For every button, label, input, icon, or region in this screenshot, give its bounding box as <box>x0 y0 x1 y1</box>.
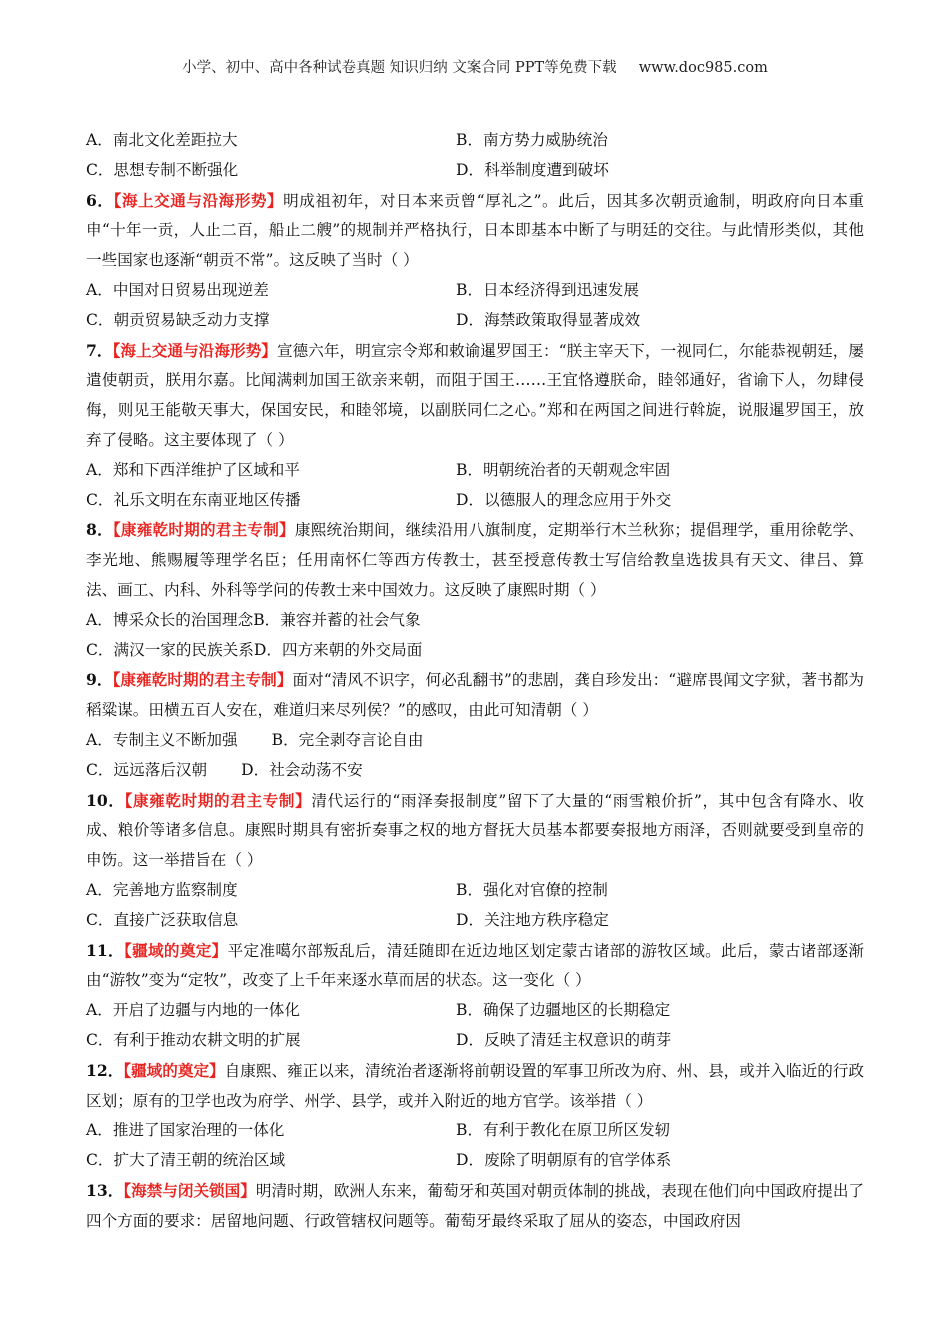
option-row <box>86 906 864 936</box>
answer-option: C．满汉一家的民族关系 <box>86 640 254 659</box>
question-list <box>86 186 864 1237</box>
answer-option: C．朝贡贸易缺乏动力支撑 <box>86 310 270 329</box>
header-text: 小学、初中、高中各种试卷真题 知识归纳 文案合同 PPT等免费下载 <box>182 60 617 76</box>
question-number: 8． <box>86 520 113 540</box>
answer-option: B．日本经济得到迅速发展 <box>456 280 639 299</box>
question-text: 明成祖初年，对日本来贡曾“厚礼之”。此后，因其多次朝贡逾制，明政府向日本重申“十年一贡，人止二百，船止二艘”的规制并严格执行，日本即基本中断了与明廷的交往。与此情形类似，其他一些国家也逐渐“朝贡不常”。这反映了当时（ ） <box>86 191 864 270</box>
question-number: 9． <box>86 670 113 690</box>
page-header <box>0 56 950 77</box>
answer-option: C．扩大了清王朝的统治区域 <box>86 1151 286 1170</box>
answer-option: A．完善地方监察制度 <box>86 880 238 899</box>
question-text: 明清时期，欧洲人东来，葡萄牙和英国对朝贡体制的挑战，表现在他们向中国政府提出了四个方面的要求：居留地问题、行政管辖权问题等。葡萄牙最终采取了屈从的姿态，中国政府因 <box>86 1181 865 1230</box>
question-stem <box>86 936 864 997</box>
question-number: 11． <box>86 940 124 960</box>
question-block <box>86 936 864 1056</box>
option-row <box>86 636 864 666</box>
question-text: 康熙统治期间，继续沿用八旗制度，定期举行木兰秋狝；提倡理学，重用徐乾学、李光地、熊赐履等理学名臣；任用南怀仁等西方传教士，甚至授意传教士写信给教皇选拔具有天文、律吕、算法、画工、内科、外科等学问的传教士来中国效力。这反映了康熙时期（ ） <box>86 521 864 599</box>
option-row <box>86 126 864 156</box>
question-block <box>86 336 864 516</box>
question-stem <box>86 1056 864 1117</box>
answer-option: D．废除了明朝原有的官学体系 <box>456 1151 672 1170</box>
question-number: 7． <box>86 340 113 360</box>
answer-option: D．反映了清廷主权意识的萌芽 <box>456 1030 672 1049</box>
question-number: 12． <box>86 1060 124 1080</box>
question-topic-tag: 【康雍乾时期的君主专制】 <box>112 520 295 540</box>
option-row <box>86 876 864 906</box>
answer-option: D．科举制度遭到破坏 <box>456 160 609 179</box>
question-block <box>86 786 864 936</box>
question-block <box>86 1176 864 1237</box>
question-topic-tag: 【疆域的奠定】 <box>123 940 228 960</box>
answer-option: B．明朝统治者的天朝观念牢固 <box>456 460 671 479</box>
answer-option: C．礼乐文明在东南亚地区传播 <box>86 490 301 509</box>
option-row <box>86 1026 864 1056</box>
question-stem <box>86 1176 864 1237</box>
question-stem <box>86 665 864 726</box>
question-text: 自康熙、雍正以来，清统治者逐渐将前朝设置的军事卫所改为府、州、县，或并入临近的行政区划；原有的卫学也改为府学、州学、县学，或并入附近的地方官学。该举措（ ） <box>86 1061 865 1110</box>
question-block <box>86 665 864 785</box>
option-row <box>86 996 864 1026</box>
option-row <box>86 156 864 186</box>
answer-option: A．推进了国家治理的一体化 <box>86 1121 285 1140</box>
answer-option: B．南方势力威胁统治 <box>456 131 608 149</box>
option-row <box>86 726 864 756</box>
option-row <box>86 306 864 336</box>
answer-option: B．确保了边疆地区的长期稳定 <box>456 1001 671 1020</box>
continued-options <box>86 126 864 186</box>
answer-option: C．有利于推动农耕文明的扩展 <box>86 1030 301 1049</box>
answer-option: D．海禁政策取得显著成效 <box>456 310 641 329</box>
question-block <box>86 515 864 665</box>
answer-option: D．社会动荡不安 <box>241 760 363 779</box>
answer-option: C．思想专制不断强化 <box>86 160 239 179</box>
answer-option: B．兼容并蓄的社会气象 <box>253 610 421 629</box>
question-topic-tag: 【康雍乾时期的君主专制】 <box>124 790 312 810</box>
answer-option: A．南北文化差距拉大 <box>86 131 238 149</box>
question-text: 面对“清风不识字，何必乱翻书”的悲剧，龚自珍发出：“避席畏闻文字狱，著书都为稻粱谋。田横五百人安在，难道归来尽列侯？”的感叹，由此可知清朝（ ） <box>86 671 864 720</box>
answer-option: C．直接广泛获取信息 <box>86 910 239 929</box>
answer-option: B．完全剥夺言论自由 <box>271 730 424 749</box>
option-row <box>86 606 864 636</box>
option-row <box>86 486 864 516</box>
answer-option: B．强化对官僚的控制 <box>456 880 608 899</box>
question-number: 6． <box>86 190 114 210</box>
answer-option: D．以德服人的理念应用于外交 <box>456 490 672 509</box>
question-text: 平定准噶尔部叛乱后，清廷随即在近边地区划定蒙古诸部的游牧区域。此后，蒙古诸部逐渐由“游牧”变为“定牧”，改变了上千年来逐水草而居的状态。这一变化（ ） <box>86 941 865 990</box>
option-row <box>86 276 864 306</box>
question-block <box>86 1056 864 1176</box>
answer-option: D．四方来朝的外交局面 <box>253 640 423 659</box>
question-topic-tag: 【康雍乾时期的君主专制】 <box>112 670 293 690</box>
answer-option: D．关注地方秩序稳定 <box>456 910 609 929</box>
question-text: 清代运行的“雨泽奏报制度”留下了大量的“雨雪粮价折”，其中包含有降水、收成、粮价等诸多信息。康熙时期具有密折奏事之权的地方督抚大员基本都要奏报地方雨泽，否则就要受到皇帝的申饬。这一举措旨在（ ） <box>86 791 865 870</box>
option-row <box>86 1116 864 1146</box>
answer-option: A．博采众长的治国理念 <box>86 610 254 629</box>
question-topic-tag: 【海上交通与沿海形势】 <box>113 190 284 210</box>
answer-option: A．中国对日贸易出现逆差 <box>86 280 269 299</box>
question-content <box>86 126 864 1236</box>
question-topic-tag: 【海上交通与沿海形势】 <box>112 340 277 360</box>
question-text: 宣德六年，明宣宗令郑和敕谕暹罗国王：“朕主宰天下，一视同仁，尔能恭视朝廷，屡遣使朝贡，朕用尔嘉。比闻满剌加国王欲亲来朝，而阻于国王……王宜恪遵朕命，睦邻通好，省谕下人，勿肆侵侮，则见王能敬天事大，保国安民，和睦邻境，以副朕同仁之心。”郑和在两国之间进行斡旋，说服暹罗国王，放弃了侵略。这主要体现了（ ） <box>86 341 864 449</box>
question-stem <box>86 515 864 605</box>
header-site-link[interactable]: www.doc985.com <box>638 60 768 76</box>
question-topic-tag: 【疆域的奠定】 <box>123 1060 225 1080</box>
answer-option: A．专制主义不断加强 <box>86 730 238 749</box>
question-stem <box>86 786 864 876</box>
answer-option: A．开启了边疆与内地的一体化 <box>86 1001 300 1020</box>
answer-option: B．有利于教化在原卫所区发轫 <box>456 1121 671 1140</box>
option-row <box>86 456 864 486</box>
question-stem <box>86 336 864 456</box>
question-stem <box>86 186 864 276</box>
option-row <box>86 1146 864 1176</box>
question-number: 10． <box>86 790 125 810</box>
answer-option: A．郑和下西洋维护了区域和平 <box>86 460 300 479</box>
option-row <box>86 756 864 786</box>
question-number: 13． <box>86 1180 124 1200</box>
answer-option: C．远远落后汉朝 <box>86 760 208 779</box>
question-topic-tag: 【海禁与闭关锁国】 <box>123 1180 256 1200</box>
question-block <box>86 186 864 336</box>
